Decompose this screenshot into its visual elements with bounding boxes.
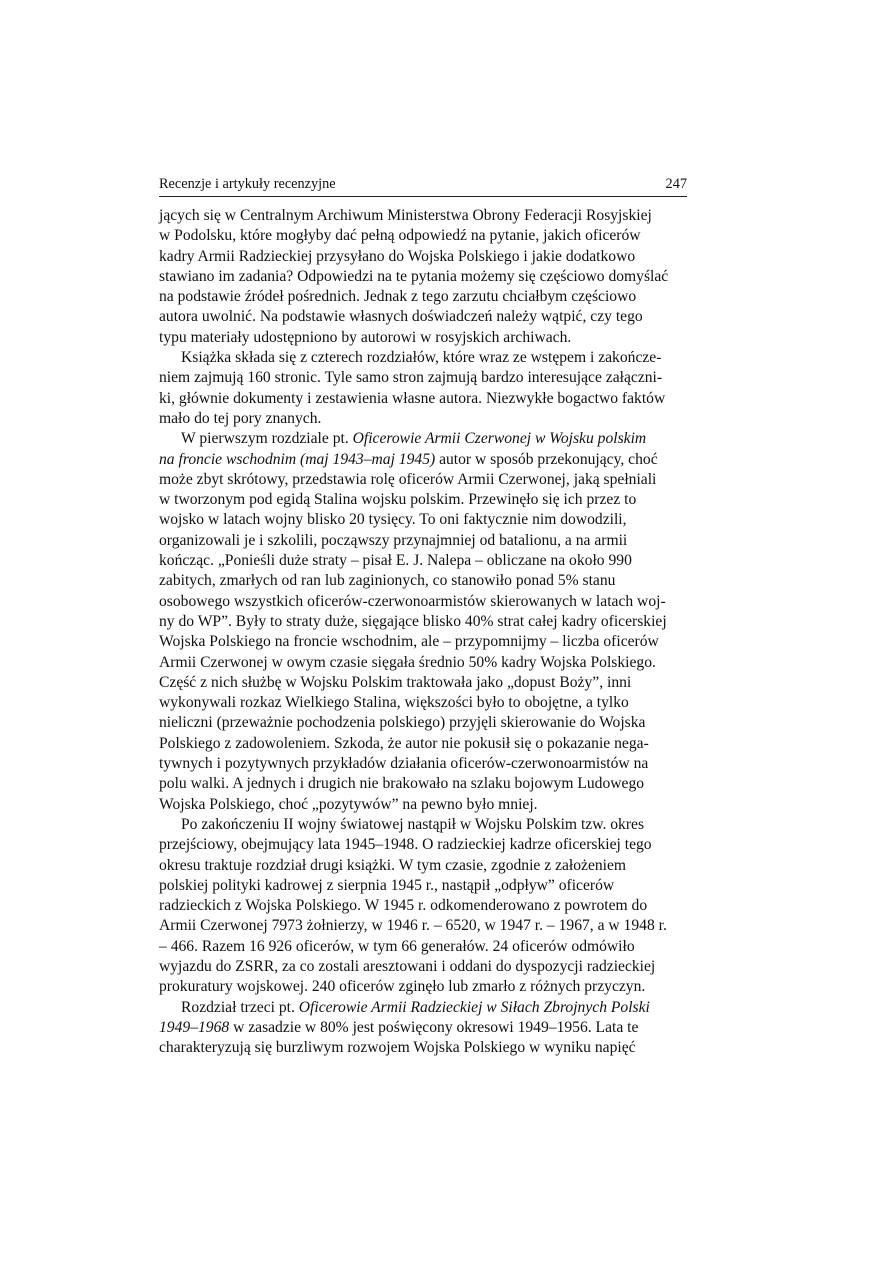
text-line: kadry Armii Radzieckiej przysyłano do Wojska Polskiego i jakie dodatkowo bbox=[159, 247, 636, 265]
text-line: Armii Czerwonej 7973 żołnierzy, w 1946 r. – 6520, w 1947 r. – 1967, a w 1948 r. bbox=[159, 917, 667, 935]
chapter-title-italic: Oficerowie Armii Czerwonej w Wojsku polskim bbox=[352, 430, 647, 448]
text-line: wykonywali rozkaz Wielkiego Stalina, większości było to obojętne, a tylko bbox=[159, 694, 629, 712]
text-line bbox=[159, 998, 687, 1018]
text-line: osobowego wszystkich oficerów-czerwonoarmistów skierowanych w latach woj- bbox=[159, 592, 666, 610]
text-line: typu materiały udostępniono by autorowi w rosyjskich archiwach. bbox=[159, 328, 572, 346]
text-line: przejściowy, obejmujący lata 1945–1948. O radzieckiej kadrze oficerskiej tego bbox=[159, 836, 652, 854]
chapter-title-italic: Oficerowie Armii Radzieckiej w Siłach Zbrojnych Polski bbox=[298, 998, 650, 1016]
text-line: radzieckich z Wojska Polskiego. W 1945 r. odkomenderowano z powrotem do bbox=[159, 897, 648, 915]
text-line: – 466. Razem 16 926 oficerów, w tym 66 generałów. 24 oficerów odmówiło bbox=[159, 937, 635, 955]
text-line: nieliczni (przeważnie pochodzenia polskiego) przyjęli skierowanie do Wojska bbox=[159, 714, 646, 732]
chapter-title-italic: na froncie wschodnim (maj 1943–maj 1945) bbox=[159, 450, 436, 468]
text-run: w zasadzie w 80% jest poświęcony okresowi 1949–1956. Lata te bbox=[229, 1018, 639, 1036]
chapter-title-italic: 1949–1968 bbox=[159, 1018, 230, 1036]
text-line: polskiej polityki kadrowej z sierpnia 1945 r., nastąpił „odpływ” oficerów bbox=[159, 876, 615, 894]
text-line: niem zajmują 160 stronic. Tyle samo stron zajmują bardzo interesujące załączni- bbox=[159, 369, 663, 387]
text-line bbox=[159, 429, 687, 449]
text-line: Polskiego z zadowoleniem. Szkoda, że autor nie pokusił się o pokazanie nega- bbox=[159, 734, 649, 752]
text-run: W pierwszym rozdziale pt. bbox=[181, 430, 353, 448]
running-header bbox=[159, 176, 687, 197]
text-line: Po zakończeniu II wojny światowej nastąpił w Wojsku Polskim tzw. okres bbox=[181, 815, 645, 833]
text-line: ki, głównie dokumenty i zestawienia własne autora. Niezwykłe bogactwo faktów bbox=[159, 389, 666, 407]
text-line: wojsko w latach wojny blisko 20 tysięcy. To oni faktycznie nim dowodzili, bbox=[159, 511, 627, 529]
running-title: Recenzje i artykuły recenzyjne bbox=[159, 176, 336, 192]
text-line: organizowali je i szkolili, począwszy przynajmniej od batalionu, a na armii bbox=[159, 531, 628, 549]
text-line: wyjazdu do ZSRR, za co zostali aresztowani i oddani do dyspozycji radzieckiej bbox=[159, 957, 656, 975]
page-number: 247 bbox=[665, 176, 687, 192]
text-line bbox=[159, 1018, 687, 1038]
text-run: Rozdział trzeci pt. bbox=[181, 998, 299, 1016]
text-line: Wojska Polskiego, choć „pozytywów” na pewno było mniej. bbox=[159, 795, 538, 813]
text-line bbox=[159, 450, 687, 470]
text-line: prokuratury wojskowej. 240 oficerów zginęło lub zmarło z różnych przyczyn. bbox=[159, 978, 646, 996]
text-run: autor w sposób przekonujący, choć bbox=[435, 450, 658, 468]
text-line: może zbyt skrótowy, przedstawia rolę oficerów Armii Czerwonej, jaką spełniali bbox=[159, 470, 657, 488]
text-line: w tworzonym pod egidą Stalina wojsku polskim. Przewinęło się ich przez to bbox=[159, 491, 637, 509]
text-line: Armii Czerwonej w owym czasie sięgała średnio 50% kadry Wojska Polskiego. bbox=[159, 653, 656, 671]
text-line: autora uwolnić. Na podstawie własnych doświadczeń należy wątpić, czy tego bbox=[159, 308, 643, 326]
text-line: jących się w Centralnym Archiwum Ministerstwa Obrony Federacji Rosyjskiej bbox=[159, 207, 652, 224]
text-line: w Podolsku, które mogłyby dać pełną odpowiedź na pytanie, jakich oficerów bbox=[159, 227, 641, 245]
text-line: zabitych, zmarłych od ran lub zaginionych, co stanowiło ponad 5% stanu bbox=[159, 572, 616, 590]
text-line: Książka składa się z czterech rozdziałów, które wraz ze wstępem i zakończe- bbox=[181, 349, 662, 367]
text-line: tywnych i pozytywnych przykładów działania oficerów-czerwonoarmistów na bbox=[159, 755, 649, 773]
text-line: mało do tej pory znanych. bbox=[159, 409, 322, 427]
text-line: stawiano im zadania? Odpowiedzi na te pytania możemy się częściowo domyślać bbox=[159, 267, 669, 285]
text-line: ny do WP”. Były to straty duże, sięgające blisko 40% strat całej kadry oficerskiej bbox=[159, 612, 667, 630]
body-text bbox=[159, 206, 687, 1058]
text-line: Część z nich służbę w Wojsku Polskim traktowała jako „dopust Boży”, inni bbox=[159, 673, 632, 691]
text-line: Wojska Polskiego na froncie wschodnim, ale – przypomnijmy – liczba oficerów bbox=[159, 633, 659, 651]
text-line: charakteryzują się burzliwym rozwojem Wojska Polskiego w wyniku napięć bbox=[159, 1039, 636, 1057]
text-line: okresu traktuje rozdział drugi książki. W tym czasie, zgodnie z założeniem bbox=[159, 856, 627, 874]
text-line: kończąc. „Ponieśli duże straty – pisał E. J. Nalepa – obliczane na około 990 bbox=[159, 552, 632, 570]
text-line: na podstawie źródeł pośrednich. Jednak z tego zarzutu chciałbym częściowo bbox=[159, 288, 637, 306]
text-line: polu walki. A jednych i drugich nie brakowało na szlaku bojowym Ludowego bbox=[159, 775, 645, 793]
